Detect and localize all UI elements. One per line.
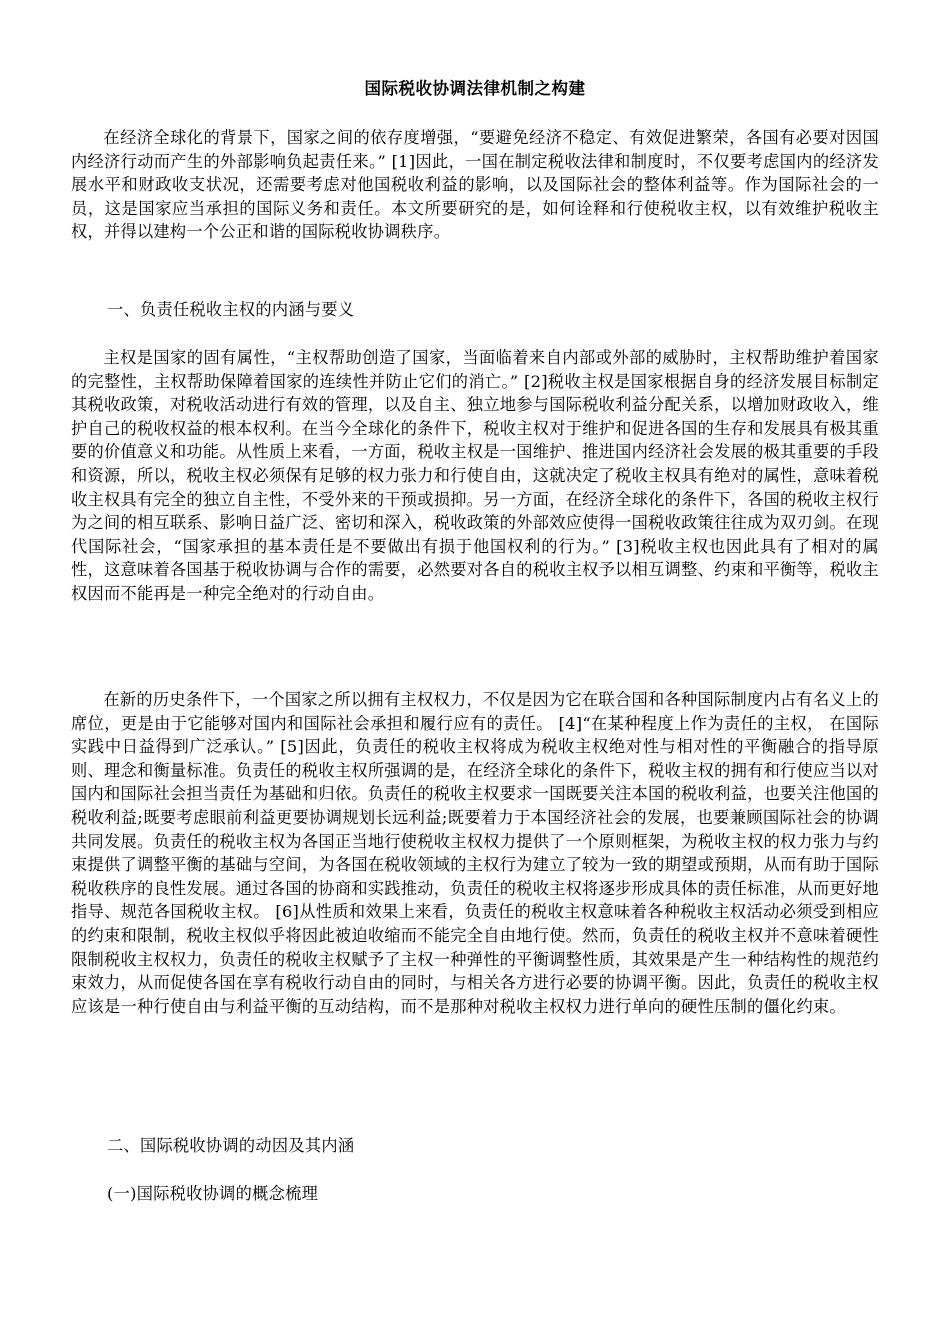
paragraph-sovereignty: 主权是国家的固有属性，“主权帮助创造了国家，当面临着来自内部或外部的威胁时，主权帮助维护着国家的完整性，主权帮助保障着国家的连续性并防止它们的消亡。” [2]税收主权是国家根据自身的经济发展目标制定其税收政策，对税收活动进行有效的管理，以及自主、独立地参与国际税收利益分配关系，以增加财政收入，维护自己的税收权益的根本权利。在当今全球化的条件下，税收主权对于维护和促进各国的生存和发展具有极其重要的价值意义和功能。从性质上来看，一方面，税收主权是一国维护、推进国内经济社会发展的极其重要的手段和资源，所以，税收主权必须保有足够的权力张力和行使自由，这就决定了税收主权具有绝对的属性，意味着税收主权具有完全的独立自主性，不受外来的干预或损抑。另一方面，在经济全球化的条件下，各国的税收主权行为之间的相互联系、影响日益广泛、密切和深入，税收政策的外部效应使得一国税收政策往往成为双刃剑。在现代国际社会，“国家承担的基本责任是不要做出有损于他国权利的行为。” [3]税收主权也因此具有了相对的属性，这意味着各国基于税收协调与合作的需要，必然要对各自的税收主权予以相互调整、约束和平衡等，税收主权因而不能再是一种完全绝对的行动自由。 — [71, 348, 879, 603]
document-title: 国际税收协调法律机制之构建 — [364, 79, 586, 98]
section-heading-2: 二、国际税收协调的动因及其内涵 — [107, 1136, 355, 1155]
section-heading-1: 一、负责任税收主权的内涵与要义 — [107, 300, 355, 319]
paragraph-responsible-sovereignty: 在新的历史条件下，一个国家之所以拥有主权权力，不仅是因为它在联合国和各种国际制度内占有名义上的席位，更是由于它能够对国内和国际社会承担和履行应有的责任。 [4]“在某种程度上作为责任的主权， 在国际实践中日益得到广泛承认。” [5]因此，负责任的税收主权将成为税收主权绝对性与相对性的平衡融合的指导原则、理念和衡量标准。负责任的税收主权所强调的是，在经济全球化的条件下，税收主权的拥有和行使应当以对国内和国际社会担当责任为基础和归依。负责任的税收主权要求一国既要关注本国的税收利益，也要关注他国的税收利益;既要考虑眼前利益更要协调规划长远利益;既要着力于本国经济社会的发展，也要兼顾国际社会的协调共同发展。负责任的税收主权为各国正当地行使税收主权权力提供了一个原则框架，为税收主权的权力张力与约束提供了调整平衡的基础与空间，为各国在税收领域的主权行为建立了较为一致的期望或预期，从而有助于国际税收秩序的良性发展。通过各国的协商和实践推动，负责任的税收主权将逐步形成具体的责任标准，从而更好地指导、规范各国税收主权。 [6]从性质和效果上来看，负责任的税收主权意味着各种税收主权活动必须受到相应的约束和限制，税收主权似乎将因此被迫收缩而不能完全自由地行使。然而，负责任的税收主权并不意味着硬性限制税收主权权力，负责任的税收主权赋予了主权一种弹性的平衡调整性质，其效果是产生一种结构性的规范约束效力，从而促使各国在享有税收行动自由的同时，与相关各方进行必要的协调平衡。因此，负责任的税收主权应该是一种行使自由与利益平衡的互动结构，而不是那种对税收主权权力进行单向的硬性压制的僵化约束。 — [71, 690, 879, 1016]
paragraph-intro: 在经济全球化的背景下，国家之间的依存度增强，“要避免经济不稳定、有效促进繁荣，各国有必要对因国内经济行动而产生的外部影响负起责任来。” [1]因此，一国在制定税收法律和制度时，不仅要考虑国内的经济发展水平和财政收支状况，还需要考虑对他国税收利益的影响，以及国际社会的整体利益等。作为国际社会的一员，这是国家应当承担的国际义务和责任。本文所要研究的是，如何诠释和行使税收主权，以有效维护税收主权，并得以建构一个公正和谐的国际税收协调秩序。 — [71, 128, 879, 242]
subsection-heading-1: (一)国际税收协调的概念梳理 — [107, 1184, 319, 1203]
